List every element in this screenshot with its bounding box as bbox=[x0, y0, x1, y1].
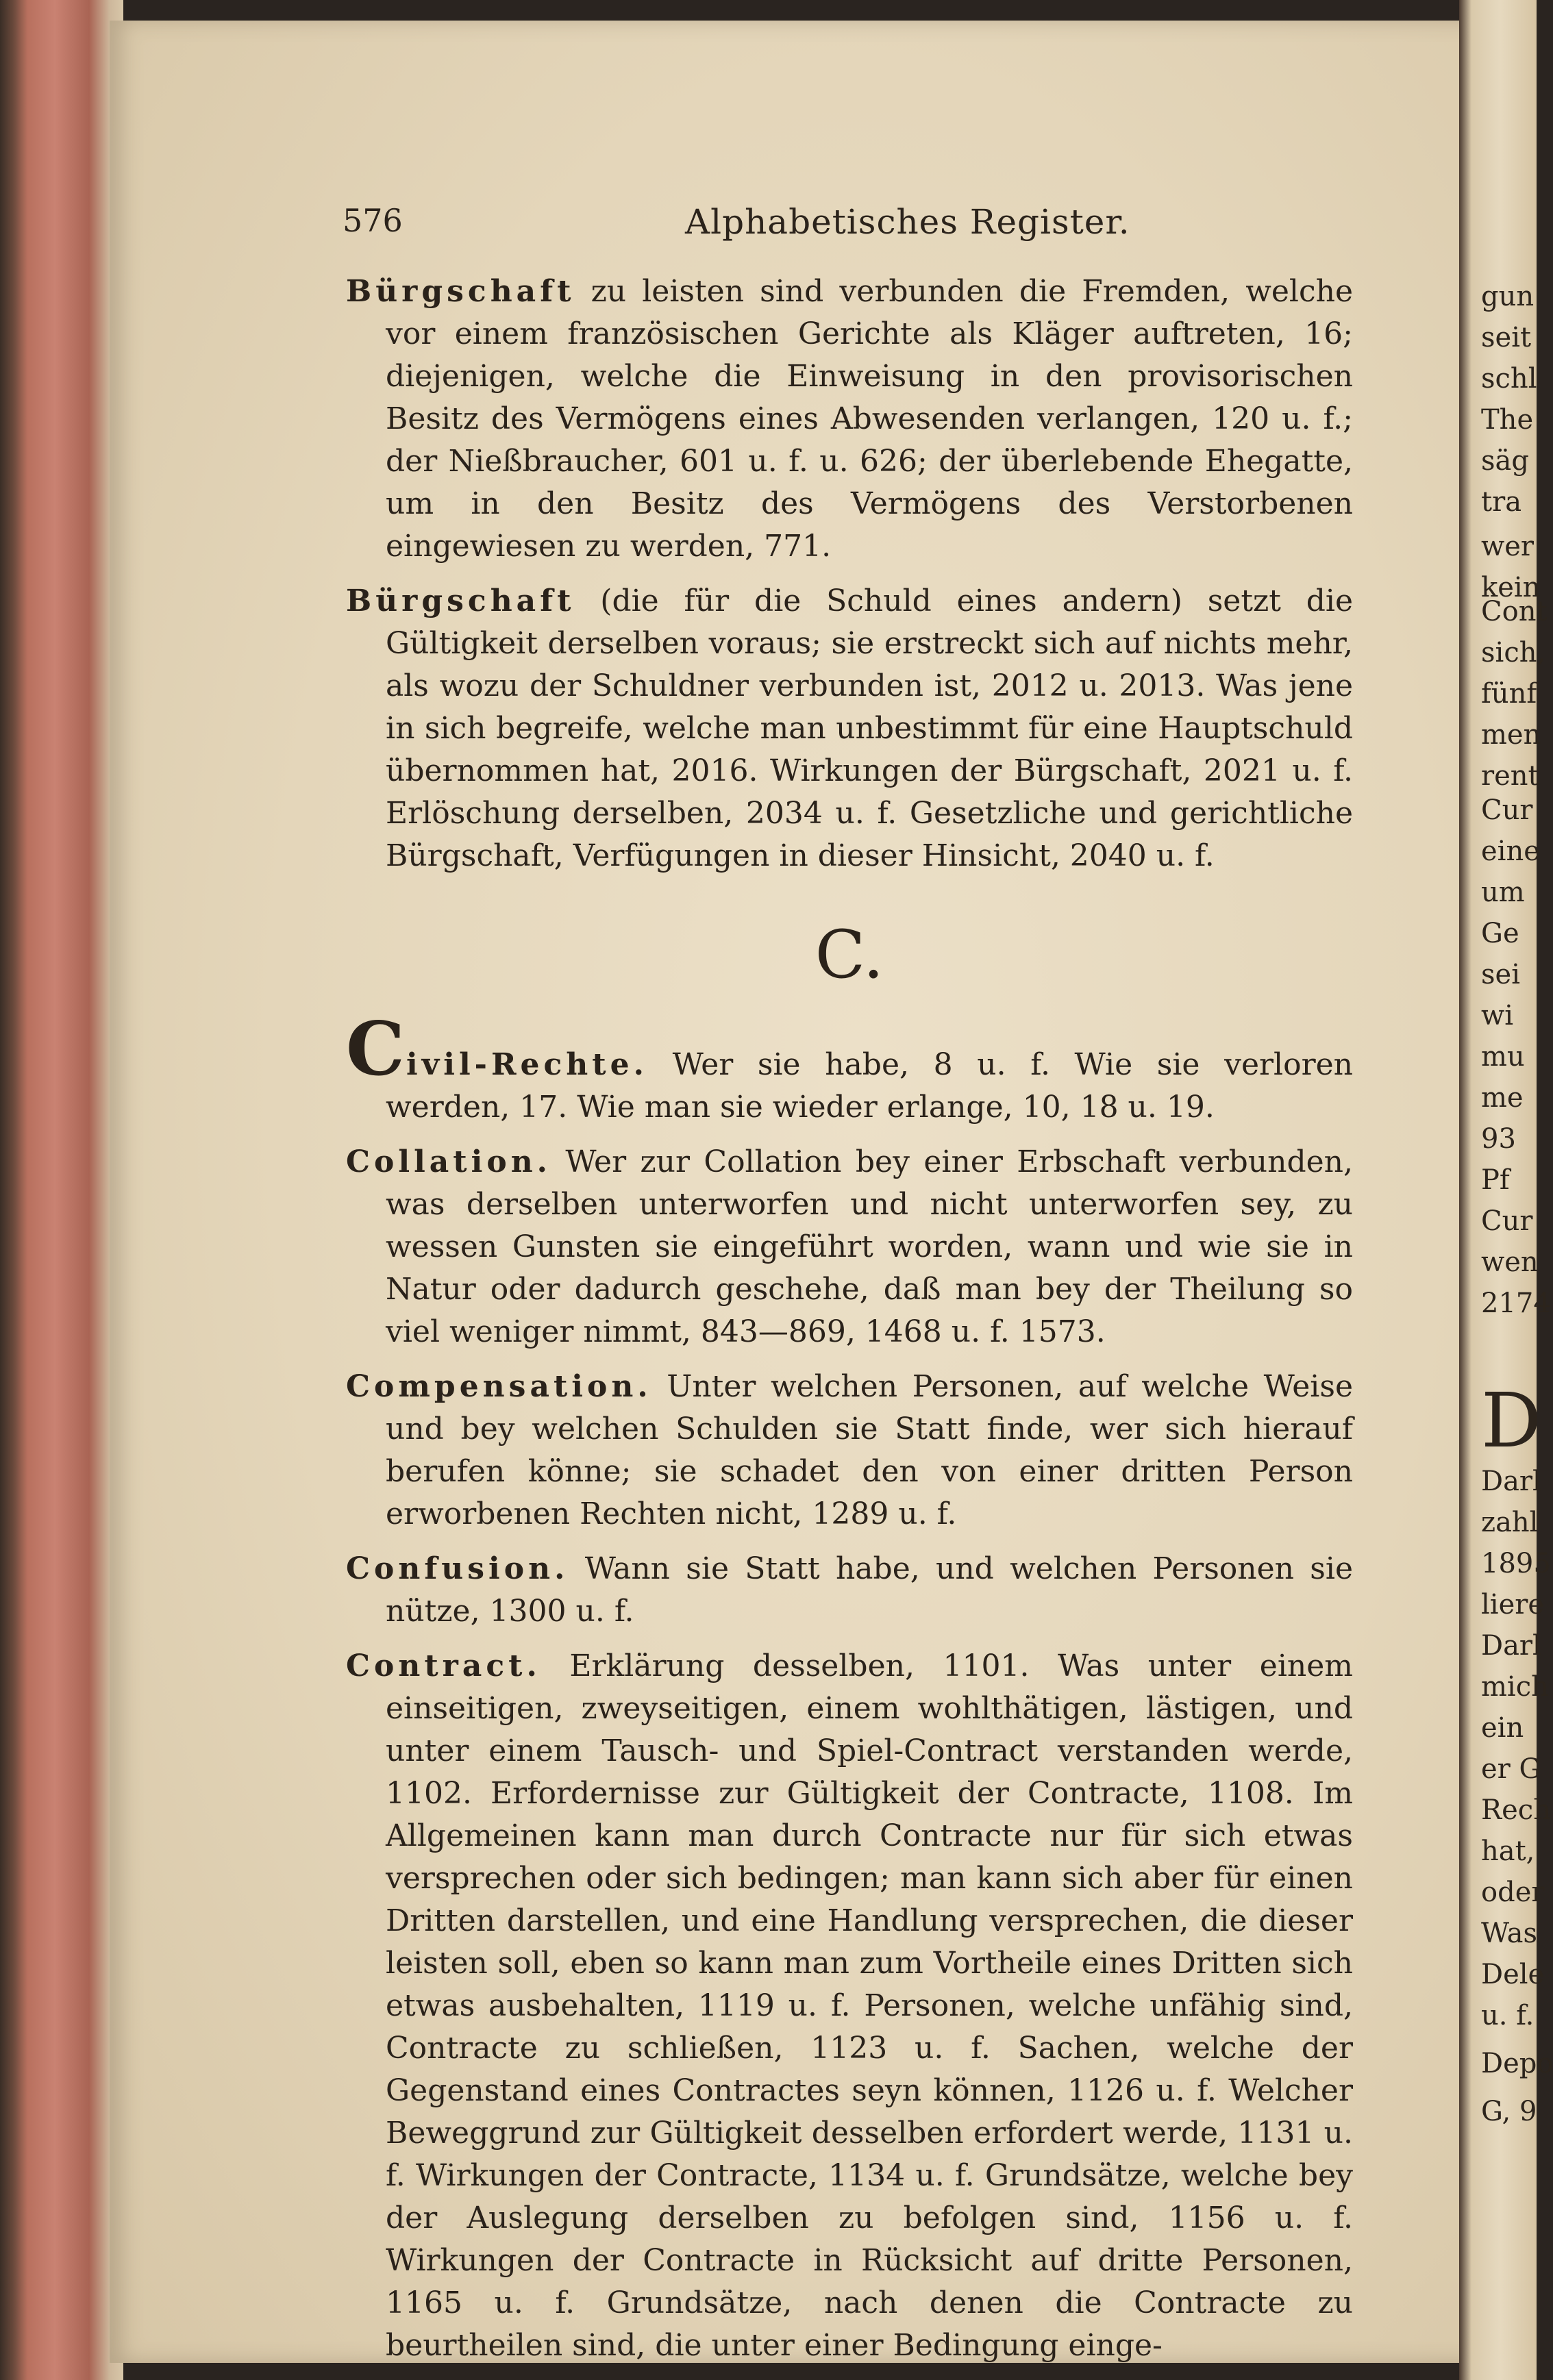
adjacent-page-fragment: zahl bbox=[1481, 1507, 1539, 1538]
register-entry bbox=[346, 1141, 1353, 1353]
entry-term: Confusion. bbox=[346, 1551, 569, 1586]
adjacent-page-fragment: Darl bbox=[1481, 1630, 1541, 1662]
adjacent-page-fragment: D bbox=[1481, 1377, 1542, 1464]
book-edge bbox=[0, 0, 123, 2380]
adjacent-page-fragment: The bbox=[1481, 404, 1534, 436]
entry-text: Wann sie Statt habe, und welchen Personen sie nütze, 1300 u. f. bbox=[386, 1551, 1353, 1629]
adjacent-page-fragment: fünf bbox=[1481, 678, 1537, 710]
register-content bbox=[346, 271, 1353, 2379]
adjacent-page-fragment: hat, bbox=[1481, 1836, 1535, 1867]
adjacent-page-fragment: 1895 bbox=[1481, 1548, 1551, 1579]
adjacent-page-fragment: Darl bbox=[1481, 1466, 1541, 1497]
register-entry bbox=[346, 1645, 1353, 2367]
adjacent-page-fragment: Was bbox=[1481, 1918, 1538, 1949]
running-title: Alphabetisches Register. bbox=[685, 202, 1130, 242]
adjacent-page-fragment: mu bbox=[1481, 1041, 1525, 1073]
entry-term: Compensation. bbox=[346, 1369, 652, 1404]
entry-text: Wer sie habe, 8 u. f. Wie sie verloren werden, 17. Wie man sie wieder erlange, 10, 18 u. 19. bbox=[386, 1047, 1353, 1125]
adjacent-page-edge bbox=[1459, 0, 1553, 2380]
adjacent-page-fragment: wer bbox=[1481, 531, 1535, 562]
entry-term: Contract. bbox=[346, 1649, 541, 1683]
decorated-initial: C bbox=[346, 1006, 406, 1092]
adjacent-page-fragment: u. f. bbox=[1481, 2000, 1535, 2031]
adjacent-page-fragment: gun bbox=[1481, 281, 1535, 312]
adjacent-page-fragment: G, 9 bbox=[1481, 2096, 1537, 2127]
adjacent-page-fragment: 93 bbox=[1481, 1123, 1516, 1155]
register-entry bbox=[346, 1366, 1353, 1536]
adjacent-page-fragment: Rech bbox=[1481, 1794, 1551, 1826]
adjacent-page-fragment: Cur bbox=[1481, 794, 1533, 826]
adjacent-page-fragment: rent bbox=[1481, 760, 1539, 792]
adjacent-page-fragment: sich, bbox=[1481, 637, 1546, 668]
adjacent-page-fragment: er G bbox=[1481, 1753, 1541, 1785]
adjacent-page-fragment: liere bbox=[1481, 1589, 1545, 1620]
adjacent-page-fragment: men bbox=[1481, 719, 1541, 751]
adjacent-page-fragment: säg bbox=[1481, 445, 1529, 477]
adjacent-page-fragment: tra bbox=[1481, 486, 1522, 518]
section-letter: C. bbox=[815, 916, 884, 993]
adjacent-page-fragment: Depo bbox=[1481, 2048, 1553, 2079]
register-entry bbox=[346, 271, 1353, 568]
register-entry bbox=[346, 1006, 1353, 1129]
adjacent-page-fragment: me bbox=[1481, 1082, 1524, 1114]
adjacent-page-fragment: um bbox=[1481, 877, 1525, 908]
adjacent-page-fragment: kein bbox=[1481, 572, 1541, 603]
adjacent-page-fragment: Ge bbox=[1481, 918, 1519, 949]
entry-text: Unter welchen Personen, auf welche Weise und bey welchen Schulden sie Statt finde, wer sich hierauf berufen könne; sie schadet den von einer dritten Person erworbenen Rechten nicht, 1289 u. f. bbox=[386, 1369, 1353, 1531]
adjacent-page-fragment: eine bbox=[1481, 836, 1540, 867]
entry-term: Bürgschaft bbox=[346, 274, 575, 309]
adjacent-page-fragment: seit bbox=[1481, 322, 1532, 353]
adjacent-page-fragment: wi bbox=[1481, 1000, 1514, 1031]
adjacent-page-fragment: Dele bbox=[1481, 1959, 1545, 1990]
entry-text: (die für die Schuld eines andern) setzt die Gültigkeit derselben voraus; sie erstreckt sich auf nichts mehr, als wozu der Schuldner verbunden ist, 2012 u. 2013. Was jene in sich begreife, welche man unbestimmt für eine Hauptschuld übernommen hat, 2016. Wirkungen der Bürgschaft, 2021 u. f. Erlöschung derselben, 2034 u. f. Gesetzliche und gerichtliche Bürgschaft, Verfügungen in dieser Hinsicht, 2040 u. f. bbox=[386, 584, 1353, 873]
register-entry bbox=[346, 580, 1353, 877]
adjacent-page-fragment: mich bbox=[1481, 1671, 1549, 1703]
adjacent-page-fragment: ein bbox=[1481, 1712, 1524, 1744]
page-number: 576 bbox=[343, 202, 403, 239]
adjacent-page-fragment: wen bbox=[1481, 1247, 1539, 1278]
entry-text: Wer zur Collation bey einer Erbschaft verbunden, was derselben unterworfen und nicht unterworfen sey, zu wessen Gunsten sie eingeführt worden, wann und wie sie in Natur oder dadurch geschehe, daß man bey der Theilung so viel weniger nimmt, 843—869, 1468 u. f. 1573. bbox=[386, 1144, 1353, 1349]
entry-term: Collation. bbox=[346, 1144, 552, 1179]
adjacent-page-fragment: Pf bbox=[1481, 1164, 1510, 1196]
entry-term: ivil-Rechte. bbox=[406, 1047, 648, 1082]
adjacent-page-fragment: 2174 bbox=[1481, 1288, 1551, 1319]
entry-text: zu leisten sind verbunden die Fremden, welche vor einem französischen Gerichte als Kläger auftreten, 16; diejenigen, welche die Einweisung in den provisorischen Besitz des Vermögens eines Abwesenden verlangen, 120 u. f.; der Nießbraucher, 601 u. f. u. 626; der überlebende Ehegatte, um in den Besitz des Vermögens des Verstorbenen eingewiesen zu werden, 771. bbox=[386, 274, 1353, 564]
adjacent-page-fragment: Cont bbox=[1481, 596, 1548, 627]
entry-term: Bürgschaft bbox=[346, 584, 575, 618]
page-header bbox=[343, 202, 1459, 250]
register-entry bbox=[346, 1548, 1353, 1633]
adjacent-page-fragment: Cur bbox=[1481, 1205, 1533, 1237]
adjacent-page-fragment: schl bbox=[1481, 363, 1537, 394]
entry-text: Erklärung desselben, 1101. Was unter einem einseitigen, zweyseitigen, einem wohlthätigen, lästigen, und unter einem Tausch- und Spiel-Contract verstanden werde, 1102. Erfordernisse zur Gültigkeit der Contracte, 1108. Im Allgemeinen kann man durch Contracte nur für sich etwas versprechen oder sich bedingen; man kann sich aber für einen Dritten darstellen, und eine Handlung versprechen, die dieser leisten soll, eben so kann man zum Vortheile eines Dritten sich etwas ausbehalten, 1119 u. f. Personen, welche unfähig sind, Contracte zu schließen, 1123 u. f. Sachen, welche der Gegenstand eines Contractes seyn können, 1126 u. f. Welcher Beweggrund zur Gültigkeit desselben erfordert werde, 1131 u. f. Wirkungen der Contracte, 1134 u. f. Grundsätze, welche bey der Auslegung derselben zu befolgen sind, 1156 u. f. Wirkungen der Contracte in Rücksicht auf dritte Personen, 1165 u. f. Grundsätze, nach denen die Contracte zu beurtheilen sind, die unter einer Bedingung einge- bbox=[386, 1649, 1353, 2363]
adjacent-page-fragment: oder bbox=[1481, 1877, 1545, 1908]
adjacent-page-fragment: sei bbox=[1481, 959, 1520, 990]
